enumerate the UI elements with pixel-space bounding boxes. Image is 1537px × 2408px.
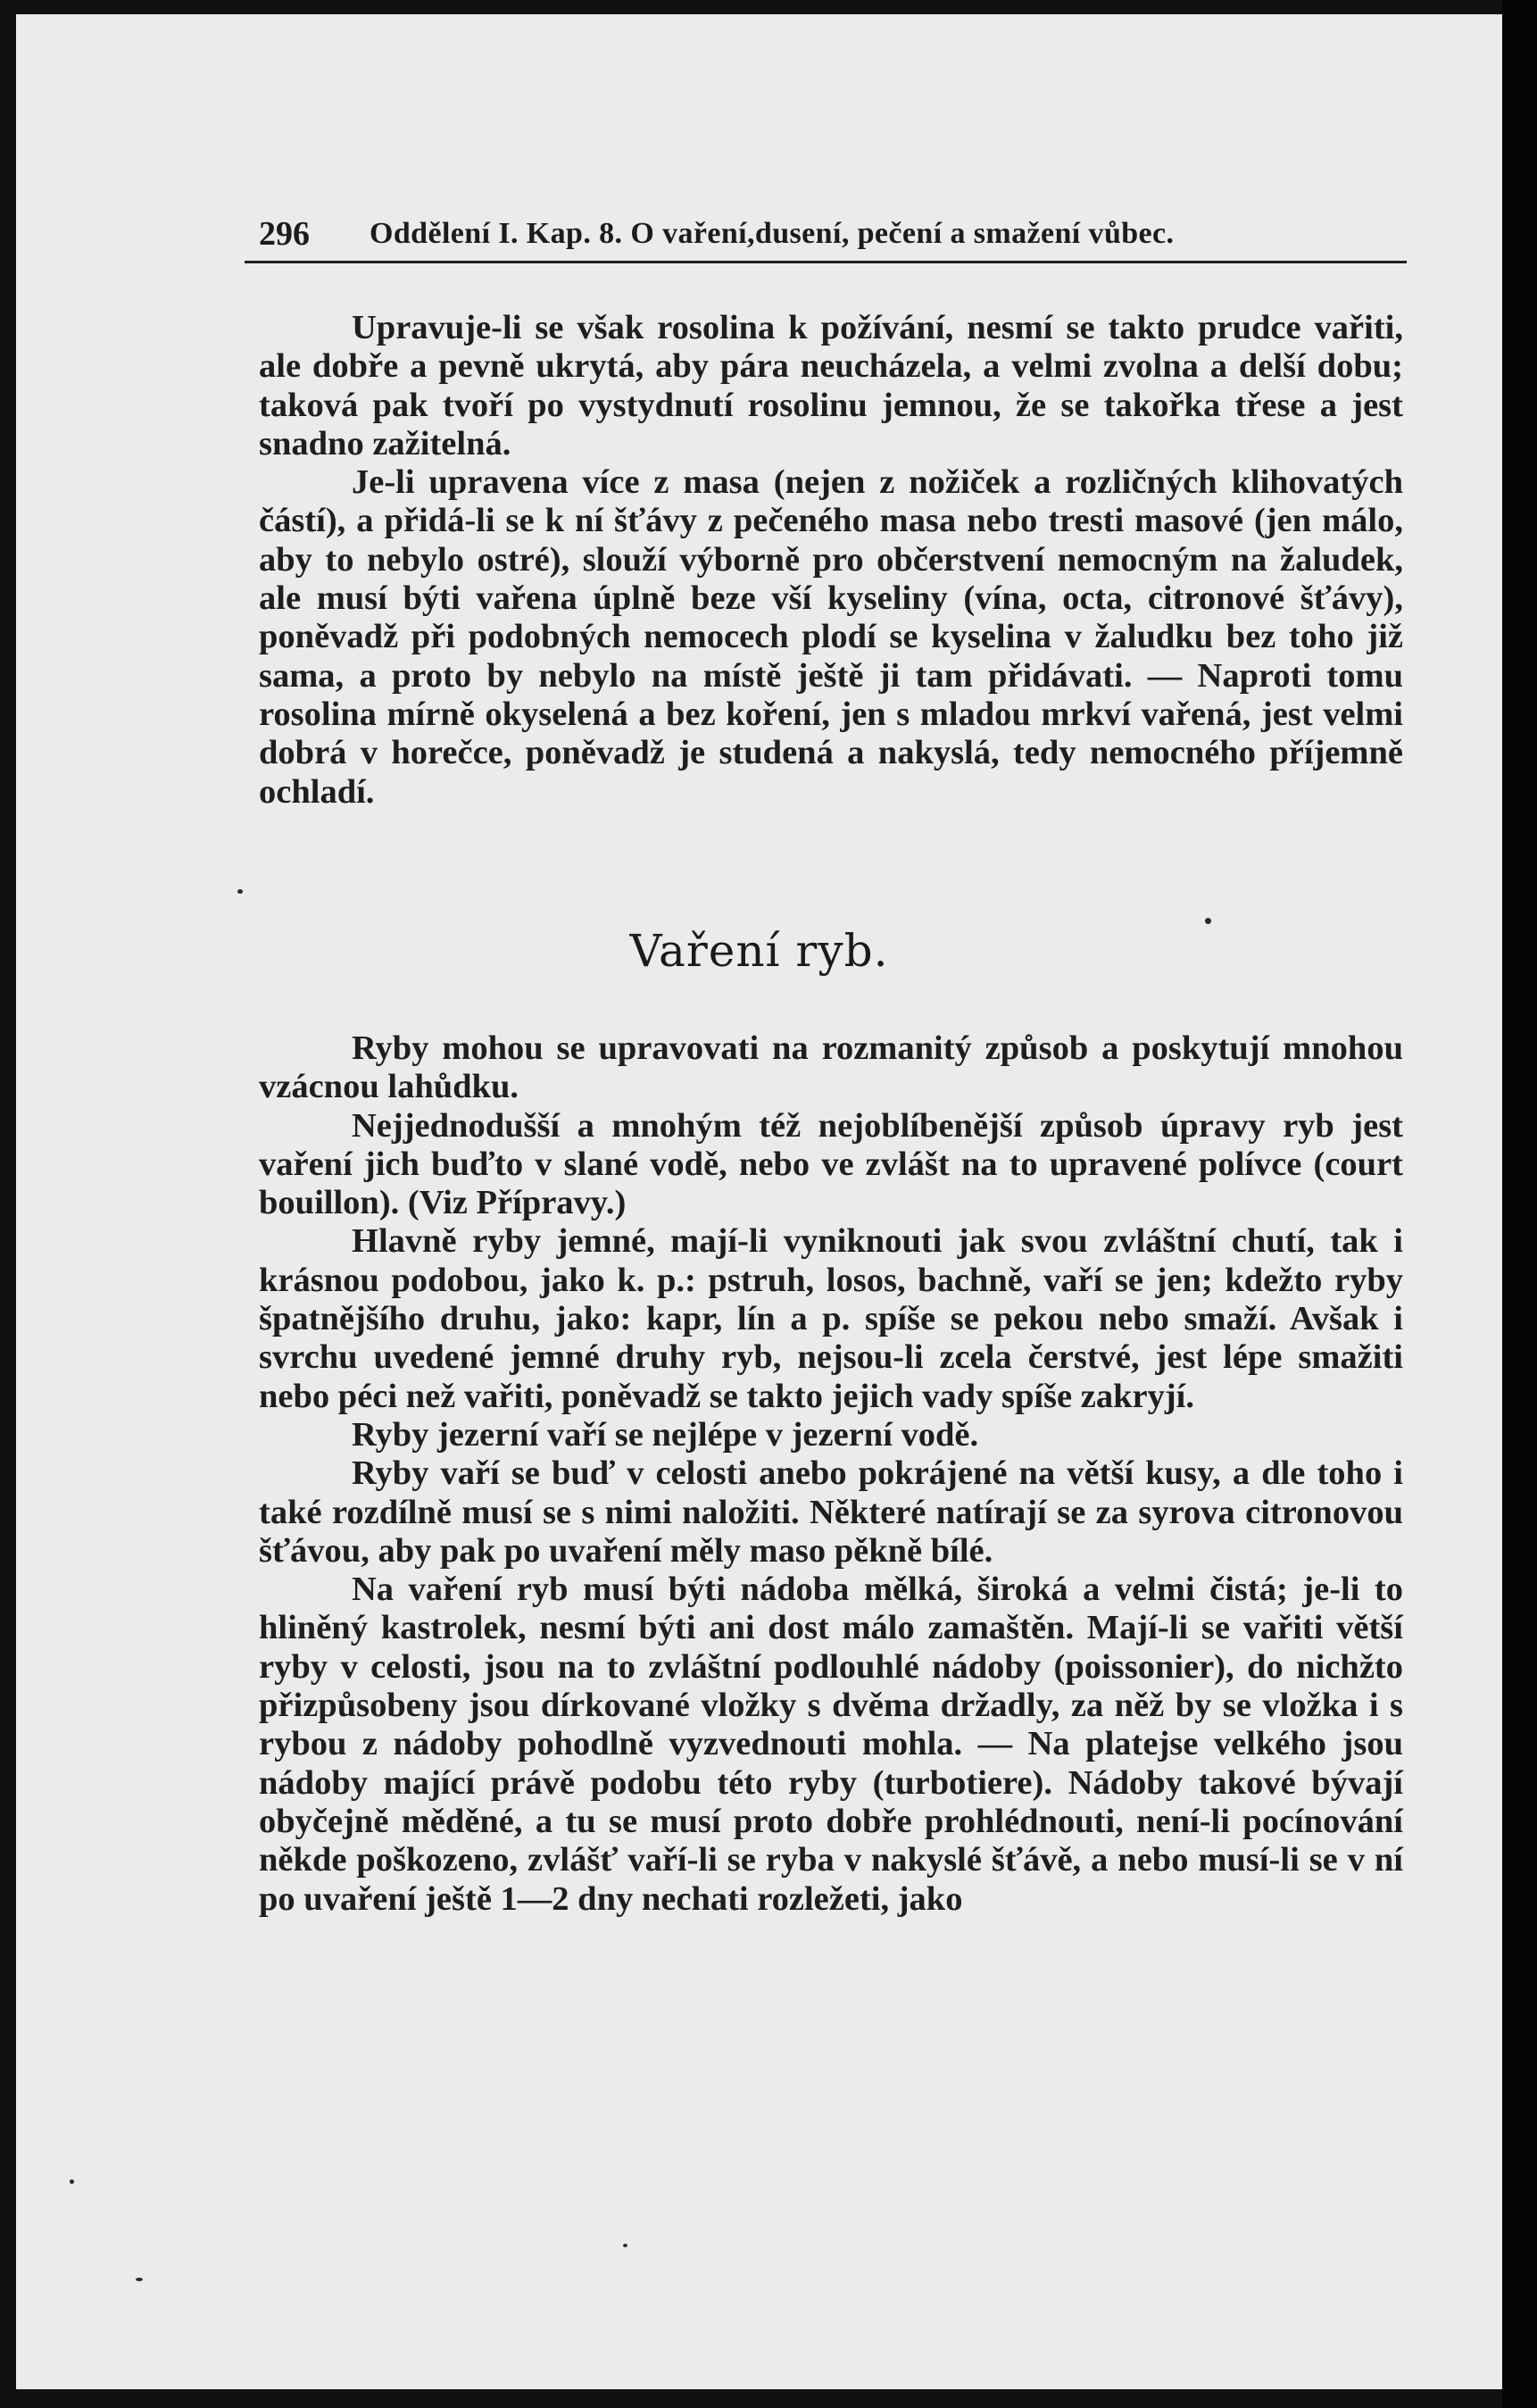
jelly-text-block	[259, 309, 1403, 812]
paragraph: Na vaření ryb musí býti nádoba mělká, široká a velmi čistá; je-li to hliněný kastrolek, nesmí býti ani dost málo zamaštěn. Mají-li se vařiti větší ryby v celosti, jsou na to zvláštní podlouhlé nádoby (poissonier), do nichžto přizpůsobeny jsou dírkované vložky s dvěma držadly, za něž by se vložka i s rybou z nádoby pohodlně vyzvednouti mohla. — Na platejse velkého jsou nádoby mající právě podobu této ryby (turbotiere). Nádoby takové bývají obyčejně měděné, a tu se musí proto dobře prohlédnouti, není-li pocínování někde poškozeno, zvlášť vaří-li se ryba v nakyslé šťávě, a nebo musí-li se v ní po uvaření ještě 1—2 dny nechati rozležeti, jako	[259, 1571, 1403, 1918]
paragraph: Hlavně ryby jemné, mají-li vyniknouti jak svou zvláštní chutí, tak i krásnou podobou, jako k. p.: pstruh, losos, bachně, vaří se jen; kdežto ryby špatnějšího druhu, jako: kapr, lín a p. spíše se pekou nebo smaží. Avšak i svrchu uvedené jemné druhy ryb, nejsou-li zcela čerstvé, jest lépe smažiti nebo péci než vařiti, poněvadž se takto jejich vady spíše zakryjí.	[259, 1222, 1403, 1415]
paragraph: Ryby jezerní vaří se nejlépe v jezerní vodě.	[352, 1415, 979, 1454]
paragraph: Ryby vaří se buď v celosti anebo pokrájené na větší kusy, a dle toho i také rozdílně musí se s nimi naložiti. Některé natírají se za syrova citronovou šťávou, aby pak po uvaření měly maso pěkně bílé.	[259, 1454, 1403, 1570]
running-header	[245, 214, 1407, 263]
paragraph: Ryby mohou se upravovati na rozmanitý způsob a poskytují mnohou vzácnou lahůdku.	[259, 1029, 1403, 1106]
ink-speck	[70, 2179, 74, 2184]
paragraph: Upravuje-li se však rosolina k požívání, nesmí se takto prudce vařiti, ale dobře a pevně ukrytá, aby pára neucházela, a velmi zvolna a delší dobu; taková pak tvoří po vystydnutí rosolinu jemnou, že se takořka třese a jest snadno zažitelná.	[259, 309, 1403, 462]
paragraph: Je-li upravena více z masa (nejen z nožiček a rozličných klihovatých částí), a přidá-li se k ní šťávy z pečeného masa nebo tresti masové (jen málo, aby to nebylo ostré), slouží výborně pro občerstvení nemocným na žaludek, ale musí býti vařena úplně beze vší kyseliny (vína, octa, citronové šťávy), poněvadž při podobných nemocech plodí se kyselina v žaludku bez toho již sama, a proto by nebylo na místě ještě ji tam přidávati. — Naproti tomu rosolina mírně okyselená a bez koření, jen s mladou mrkví vařená, jest velmi dobrá v horečce, poněvadž je studená a nakyslá, tedy nemocného příjemně ochladí.	[259, 463, 1403, 811]
paragraph: Nejjednodušší a mnohým též nejoblíbenější způsob úpravy ryb jest vaření jich buďto v slané vodě, nebo ve zvlášt na to upravené polívce (court bouillon). (Viz Přípravy.)	[259, 1106, 1403, 1222]
running-title: Oddělení I. Kap. 8. O vaření,dusení, pečení a smažení vůbec.	[370, 217, 1175, 250]
ink-speck	[623, 2244, 627, 2247]
ink-speck	[1205, 918, 1211, 924]
book-page	[16, 14, 1502, 2389]
page-number: 296	[259, 215, 310, 253]
ink-speck	[237, 889, 243, 894]
section-title: Vaření ryb.	[629, 925, 889, 977]
scan-edge	[1502, 0, 1537, 2408]
ink-speck	[136, 2278, 143, 2281]
fish-text-block	[259, 1029, 1403, 1919]
